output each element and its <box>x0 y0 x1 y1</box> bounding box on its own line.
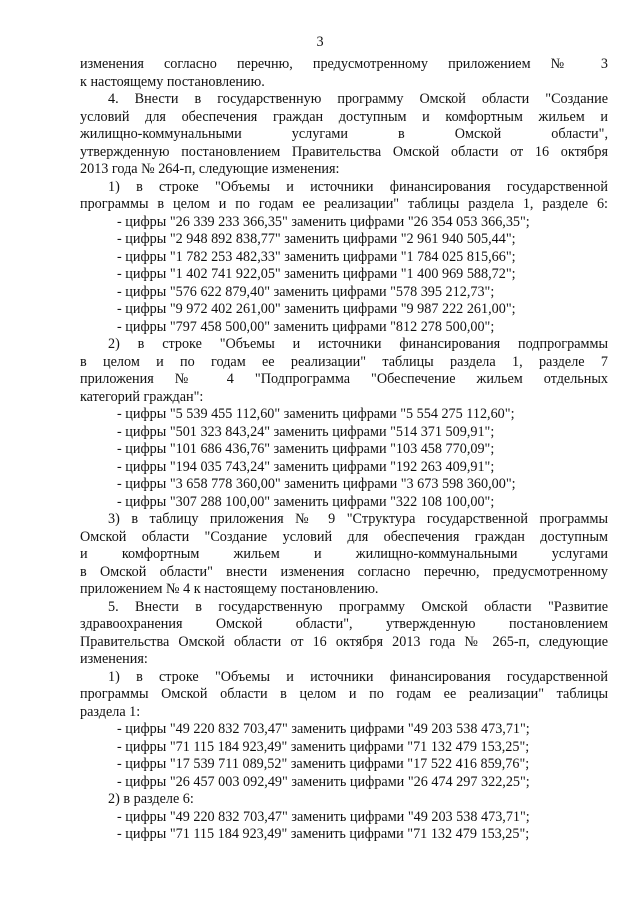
text-line: здравоохранения Омской области", утвержденную постановлением <box>80 616 608 632</box>
text-line: - цифры "797 458 500,00" заменить цифрами "812 278 500,00"; <box>117 318 495 335</box>
text-line: раздела 1: <box>80 703 141 720</box>
text-line: жилищно-коммунальными услугами в Омской области", <box>80 126 608 142</box>
text-line: 2) в строке "Объемы и источники финансирования подпрограммы <box>108 336 608 352</box>
text-line: изменения: <box>80 651 148 667</box>
text-line: программы в целом и по годам ее реализации" таблицы раздела 1, разделе 6: <box>80 196 608 212</box>
text-line: Омской области "Создание условий для обеспечения граждан доступным <box>80 528 608 545</box>
text-line: в целом и по годам ее реализации" таблицы раздела 1, разделе 7 <box>80 353 608 370</box>
text-line: - цифры "307 288 100,00" заменить цифрами "322 108 100,00"; <box>117 493 495 510</box>
text-line: - цифры "5 539 455 112,60" заменить цифрами "5 554 275 112,60"; <box>117 406 515 422</box>
text-line: утвержденную постановлением Правительства Омской области от 16 октября <box>80 143 608 160</box>
text-line: - цифры "49 220 832 703,47" заменить цифрами "49 203 538 473,71"; <box>117 808 530 825</box>
text-line: - цифры "26 457 003 092,49" заменить цифрами "26 474 297 322,25"; <box>117 773 530 790</box>
text-line: программы Омской области в целом и по годам ее реализации" таблицы <box>80 686 608 702</box>
text-line: - цифры "194 035 743,24" заменить цифрами "192 263 409,91"; <box>117 458 495 475</box>
page-number: 3 <box>316 34 324 50</box>
text-line: и комфортным жильем и жилищно-коммунальными услугами <box>80 546 608 562</box>
text-line: изменения согласно перечню, предусмотренному приложением № 3 <box>80 56 608 72</box>
text-line: - цифры "9 972 402 261,00" заменить цифрами "9 987 222 261,00"; <box>117 301 516 317</box>
text-line: приложением № 4 к настоящему постановлению. <box>80 581 379 597</box>
text-line: - цифры "3 658 778 360,00" заменить цифрами "3 673 598 360,00"; <box>117 476 516 492</box>
text-line: - цифры "71 115 184 923,49" заменить цифрами "71 132 479 153,25"; <box>117 738 530 755</box>
text-line: - цифры "49 220 832 703,47" заменить цифрами "49 203 538 473,71"; <box>117 721 530 737</box>
text-line: - цифры "26 339 233 366,35" заменить цифрами "26 354 053 366,35"; <box>117 213 530 230</box>
text-line: - цифры "501 323 843,24" заменить цифрами "514 371 509,91"; <box>117 423 495 440</box>
text-line: - цифры "71 115 184 923,49" заменить цифрами "71 132 479 153,25"; <box>117 826 530 842</box>
text-line: - цифры "1 782 253 482,33" заменить цифрами "1 784 025 815,66"; <box>117 248 516 265</box>
text-line: 4. Внести в государственную программу Омской области "Создание <box>108 91 608 107</box>
text-line: 1) в строке "Объемы и источники финансирования государственной <box>108 668 608 685</box>
text-line: - цифры "17 539 711 089,52" заменить цифрами "17 522 416 859,76"; <box>117 756 530 772</box>
text-line: 2) в разделе 6: <box>108 791 194 807</box>
text-line: условий для обеспечения граждан доступным и комфортным жильем и <box>80 108 608 125</box>
text-line: - цифры "1 402 741 922,05" заменить цифрами "1 400 969 588,72"; <box>117 266 516 282</box>
text-line: приложения № 4 "Подпрограмма "Обеспечение жильем отдельных <box>80 371 608 387</box>
text-line: 1) в строке "Объемы и источники финансирования государственной <box>108 178 608 195</box>
text-line: 2013 года № 264-п, следующие изменения: <box>80 161 340 177</box>
text-line: 5. Внести в государственную программу Омской области "Развитие <box>108 598 608 615</box>
text-line: к настоящему постановлению. <box>80 73 265 90</box>
text-line: - цифры "2 948 892 838,77" заменить цифрами "2 961 940 505,44"; <box>117 231 516 247</box>
text-line: 3) в таблицу приложения № 9 "Структура государственной программы <box>108 511 608 527</box>
text-line: - цифры "576 622 879,40" заменить цифрами "578 395 212,73"; <box>117 283 495 300</box>
text-line: - цифры "101 686 436,76" заменить цифрами "103 458 770,09"; <box>117 441 495 457</box>
text-line: в Омской области" внести изменения согласно перечню, предусмотренному <box>80 563 608 580</box>
text-line: Правительства Омской области от 16 октября 2013 года № 265-п, следующие <box>80 633 608 650</box>
text-line: категорий граждан": <box>80 388 204 405</box>
